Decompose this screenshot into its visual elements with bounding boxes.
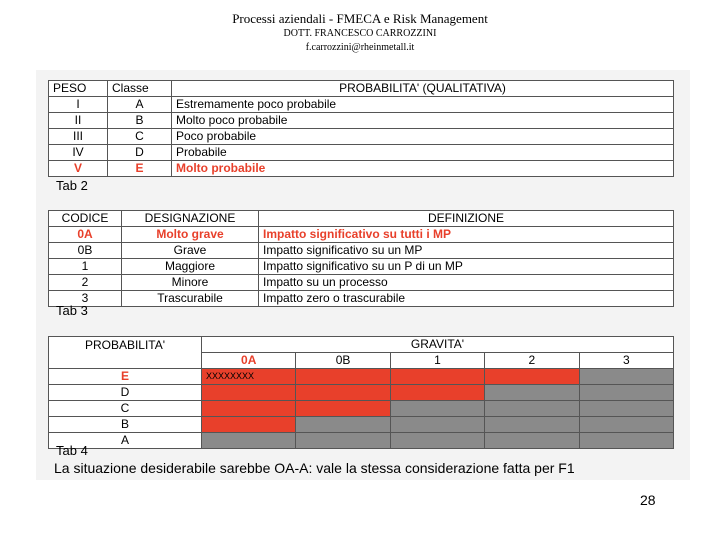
tab2-classe: E [108, 161, 172, 177]
tab2-desc: Molto probabile [172, 161, 674, 177]
table-row [49, 291, 674, 307]
tab4-grav-col: 0A [202, 353, 296, 369]
tab3-codice: 0B [49, 243, 122, 259]
tab4-cell [296, 369, 390, 385]
table-row [49, 417, 674, 433]
tab3-label: Tab 3 [56, 303, 88, 318]
tab2-classe: D [108, 145, 172, 161]
tab4-cell [485, 369, 579, 385]
tab2-classe: A [108, 97, 172, 113]
table-row [49, 97, 674, 113]
tab3-designazione: Trascurabile [122, 291, 259, 307]
table-row [49, 385, 674, 401]
table-row [49, 113, 674, 129]
tab4-cell [390, 401, 484, 417]
tab4-cell [202, 401, 296, 417]
tab4-cell [202, 433, 296, 449]
tab4-cell [390, 417, 484, 433]
tab3-definizione: Impatto zero o trascurabile [259, 291, 674, 307]
page-title: Processi aziendali - FMECA e Risk Management [232, 11, 488, 26]
tab3-codice: 0A [49, 227, 122, 243]
tab2-col-peso: PESO [49, 81, 108, 97]
tab4-row-label: B [49, 417, 202, 433]
tab4-cell [579, 401, 673, 417]
tab3-col-codice: CODICE [49, 211, 122, 227]
tab3-designazione: Molto grave [122, 227, 259, 243]
tab2-peso: II [49, 113, 108, 129]
tab4-cell [579, 433, 673, 449]
tab2-peso: III [49, 129, 108, 145]
tab4-grav-col: 0B [296, 353, 390, 369]
tab4-cell-marked: XXXXXXXX [202, 369, 296, 385]
tab2-header-row [49, 81, 674, 97]
tab4-cell [485, 401, 579, 417]
tab4-cell [579, 385, 673, 401]
tab4-row-label: D [49, 385, 202, 401]
conclusion-text: La situazione desiderabile sarebbe OA-A: vale la stessa considerazione fatta per F1 [54, 460, 575, 476]
tab4-prob-header: PROBABILITA' [49, 337, 202, 369]
tab2-col-classe: Classe [108, 81, 172, 97]
table-row [49, 129, 674, 145]
table-row [49, 145, 674, 161]
tab3-codice: 1 [49, 259, 122, 275]
tab4-cell [390, 433, 484, 449]
tab2-table [48, 80, 674, 177]
tab2-peso: V [49, 161, 108, 177]
tab4-cell [296, 417, 390, 433]
tab3-definizione: Impatto significativo su tutti i MP [259, 227, 674, 243]
table-row [49, 401, 674, 417]
table-row [49, 275, 674, 291]
page-number: 28 [640, 492, 656, 508]
tab3-designazione: Maggiore [122, 259, 259, 275]
tab4-grav-col: 3 [579, 353, 673, 369]
tab4-cell [485, 433, 579, 449]
tab2-desc: Poco probabile [172, 129, 674, 145]
tab3-codice: 2 [49, 275, 122, 291]
author-email: f.carrozzini@rheinmetall.it [305, 42, 415, 53]
tab4-row-label: E [49, 369, 202, 385]
tab2-desc: Estremamente poco probabile [172, 97, 674, 113]
tab4-grav-header: GRAVITA' [202, 337, 674, 353]
table-row [49, 161, 674, 177]
tab4-row-label: A [49, 433, 202, 449]
tab3-col-designazione: DESIGNAZIONE [122, 211, 259, 227]
tab4-cell [202, 417, 296, 433]
table-row [49, 227, 674, 243]
author-name: DOTT. FRANCESCO CARROZZINI [283, 28, 437, 39]
tab2-col-probabilita: PROBABILITA' (QUALITATIVA) [172, 81, 674, 97]
tab3-definizione: Impatto significativo su un MP [259, 243, 674, 259]
tab4-cell [579, 417, 673, 433]
tab4-cell [390, 385, 484, 401]
tab2-classe: C [108, 129, 172, 145]
tab4-matrix [48, 336, 674, 449]
tab3-header-row [49, 211, 674, 227]
tab2-classe: B [108, 113, 172, 129]
table-row [49, 369, 674, 385]
tab2-peso: I [49, 97, 108, 113]
tab3-table [48, 210, 674, 307]
tab4-header-row [49, 337, 674, 353]
tab3-definizione: Impatto su un processo [259, 275, 674, 291]
tab4-cell [390, 369, 484, 385]
table-row [49, 259, 674, 275]
tab3-definizione: Impatto significativo su un P di un MP [259, 259, 674, 275]
tab4-cell [296, 401, 390, 417]
tab2-desc: Probabile [172, 145, 674, 161]
tab2-peso: IV [49, 145, 108, 161]
tab4-cell [202, 385, 296, 401]
tab3-col-definizione: DEFINIZIONE [259, 211, 674, 227]
table-row [49, 433, 674, 449]
table-row [49, 243, 674, 259]
tab4-cell [296, 385, 390, 401]
tab4-cell [296, 433, 390, 449]
tab4-label: Tab 4 [56, 443, 88, 458]
tab4-row-label: C [49, 401, 202, 417]
tab2-desc: Molto poco probabile [172, 113, 674, 129]
tab4-cell [485, 417, 579, 433]
tab4-grav-col: 2 [485, 353, 579, 369]
tab4-cell [485, 385, 579, 401]
tab2-label: Tab 2 [56, 178, 88, 193]
tab3-designazione: Grave [122, 243, 259, 259]
tab4-grav-col: 1 [390, 353, 484, 369]
tab4-cell [579, 369, 673, 385]
tab3-designazione: Minore [122, 275, 259, 291]
tab3-codice: 3 [49, 291, 122, 307]
